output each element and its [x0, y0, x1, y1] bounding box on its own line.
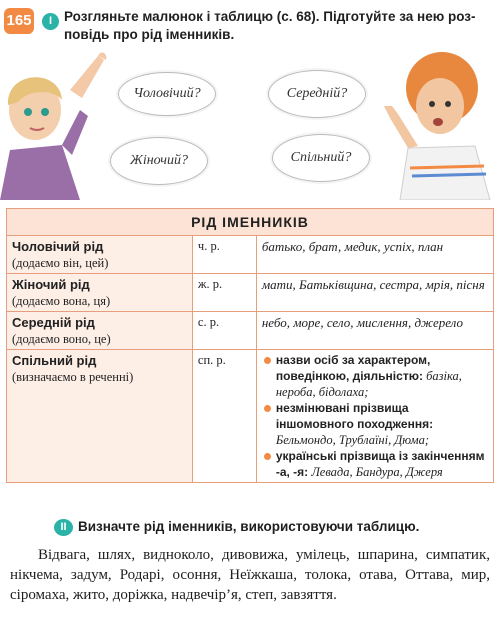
speech-bubble-common: Спільний? [272, 134, 370, 182]
exercise-number-badge: 165 [4, 8, 34, 34]
gender-hint: (додаємо воно, це) [12, 332, 111, 346]
gender-name: Спільний рід [12, 353, 97, 368]
gender-hint: (додаємо вона, ця) [12, 294, 111, 308]
gender-cell [7, 312, 193, 350]
list-item [262, 352, 488, 400]
table-row [7, 312, 494, 350]
gender-name: Чоловічий рід [12, 239, 104, 254]
task-1-line-2: повідь про рід іменників. [64, 27, 235, 42]
speech-bubble-feminine: Жіночий? [110, 137, 208, 185]
task-marker-2: II [54, 519, 73, 536]
list-item [262, 400, 488, 448]
gender-abbr: ж. р. [192, 274, 256, 312]
bullet-examples: базіка, нероба, бідолаха; [275, 369, 462, 399]
noun-gender-table [6, 208, 494, 483]
task-1-line-1: Розгляньте малюнок і таблицю (с. 68). Підготуйте за нею роз- [64, 9, 476, 24]
gender-cell [7, 350, 193, 483]
gender-abbr: ч. р. [192, 236, 256, 274]
gender-abbr: сп. р. [192, 350, 256, 483]
bullet-heading: назви осіб за характером, поведінкою, діяльністю: [275, 353, 431, 383]
task-marker-1: I [42, 13, 59, 30]
table-row [7, 236, 494, 274]
exercise-word-list: Відвага, шлях, видноколо, дивовижа, умілець, шпарина, симпатик, нікчема, задум, Родарі, осоння, Неїжкаша, толока, отава, Оттава, мир, сіромаха, жито, доріжка, надвечір’я, степ, завзяття. [10, 547, 490, 603]
common-gender-list [256, 350, 493, 483]
table-row [7, 350, 494, 483]
gender-name: Середній рід [12, 315, 95, 330]
list-item [262, 448, 488, 480]
gender-name: Жіночий рід [12, 277, 90, 292]
gender-hint: (визначаємо в реченні) [12, 370, 134, 384]
gender-examples: батько, брат, медик, успіх, план [256, 236, 493, 274]
bullet-examples: Левада, Бандура, Джеря [311, 465, 443, 479]
table-header-row [7, 209, 494, 236]
bullet-examples: Бельмондо, Трублаїні, Дюма; [275, 433, 430, 447]
girl-illustration [0, 50, 110, 200]
task-2-text: Визначте рід іменників, використовуючи таблицю. [78, 519, 420, 534]
gender-examples: небо, море, село, мислення, джерело [256, 312, 493, 350]
gender-hint: (додаємо він, цей) [12, 256, 109, 270]
gender-cell [7, 274, 193, 312]
table-title: РІД ІМЕННИКІВ [7, 209, 494, 236]
task-1-text [64, 8, 494, 44]
bullet-heading: українські прізвища із закінченням -а, -я: [275, 449, 485, 479]
boy-illustration [380, 48, 500, 200]
gender-cell [7, 236, 193, 274]
table-row [7, 274, 494, 312]
gender-abbr: с. р. [192, 312, 256, 350]
gender-examples: мати, Батьківщина, сестра, мрія, пісня [256, 274, 493, 312]
bullet-heading: незмінювані прізвища іншомовного походження: [275, 401, 434, 431]
speech-bubble-neuter: Середній? [268, 70, 366, 118]
speech-bubble-masculine: Чоловічий? [118, 72, 216, 116]
